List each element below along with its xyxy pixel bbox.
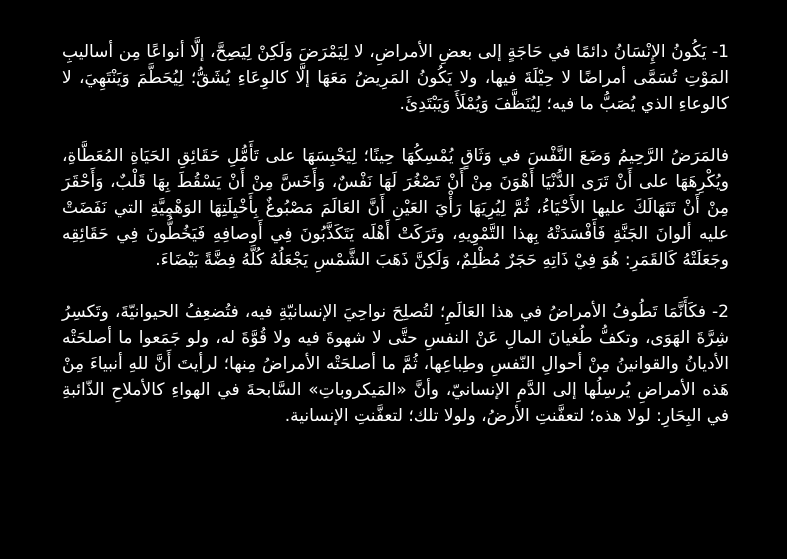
document-body [62,39,729,429]
paragraph-3: 2- فكَأَنَّمَا تَطُوفُ الأمراضُ في هذا العَالَمِ؛ لتُصلِحَ نواحِيَ الإنسانيّةِ فيه، فتُضعِفُ الحيوانيّةَ، وتَكسِرُ شِرَّةَ الهَوَى، وتكفُّ طُغيانَ المالِ عَنْ النفسِ حتَّى لا شهوةَ فيه ولا قُوَّةَ له، ولو جَمَعوا ما أصلحَتْه الأديانُ والقوانينُ مِنْ أحوالِ النّفسِ وطِباعِها، ثُمَّ ما أصلحَتْه الأمراضُ مِنها؛ لرأيتَ أَنَّ للهِ أنبياءَ مِنْ هَذه الأمراضِ يُرسِلُها إلى الدَّمِ الإنسانيّ، وأنَّ «المَيكروباتِ» السَّابحةَ في الهواءِ كالأملاحِ الذّائبةِ في البِحَارِ: لولا هذه؛ لتعفَّنتِ الأرضُ، ولولا تلك؛ لتعفَّنتِ الإنسانية. [62,302,729,426]
paragraph-1: 1- يَكُونُ الإِنْسَانُ دائمًا في حَاجَةٍ إلى بعضِ الأمراضِ، لا لِيَمْرَضَ وَلَكِنْ لِيَصِحَّ، إلَّا أنواعًا مِن أساليبِ المَوْتِ تُسَمَّى أمراضًا لا حِيْلَةَ فيها، ولا يَكُونُ المَرِيضُ مَعَهَا إلَّا كالوِعَاءِ يُشَقُّ؛ لِيُحَطَّمَ وَيَنْتَهِيَ، لا كالوعاءِ الذي يُصَبُّ ما فيه؛ لِيُنَظَّفَ وَيُمْلَأَ وَيَبْتَدِئَ. [62,42,729,114]
paragraph-2: فالمَرَضُ الرَّحِيمُ وَضَعَ النَّفْسَ في وَثَاقٍ يُمْسِكُهَا حِينًا؛ لِيَحْبِسَهَا على تَأَمُّلِ حَقَائِقِ الحَيَاةِ المُعَطَّاةِ، ويُكْرِهَهَا على أَنْ تَرَى الدُّنْيَا أَهْوَنَ مِنْ أَنْ تَصْغُرَ لَهَا نَفْسٌ، وَأَخَسَّ مِنْ أَنْ يَسْقُطَ بِهَا قَلْبٌ، وَأَحْقَرَ مِنْ أَنْ تَتَهَالَكَ عليها الأَحْيَاءُ، ثُمَّ لِيُرِيَهَا رَأْيَ العَيْنِ أَنَّ العَالَمَ مَصْبُوغٌ بِأَخْيِلَتِهَا الوَهْمِيَّةِ التي نَفَضَتْ عليه ألوانَ الجَنَّةِ فَأَفْسَدَتْهُ بِهذا التَّمْوِيهِ، وتَرَكَتْ أَهْلَه يَتَكَذَّبُونَ فِي أَوصافِهِ فَيَخُطُّونَ فِي حَقَائِقِه وجَعَلَتْهُ كَالقَمَرِ: هُوَ فِيْ ذَاتِهِ حَجَرٌ مُظْلِمٌ، وَلَكِنَّ ذَهَبَ الشَّمْسِ يَجْعَلُهُ كُلَّهُ فِضَّةً بَيْضَاءَ. [62,146,729,270]
